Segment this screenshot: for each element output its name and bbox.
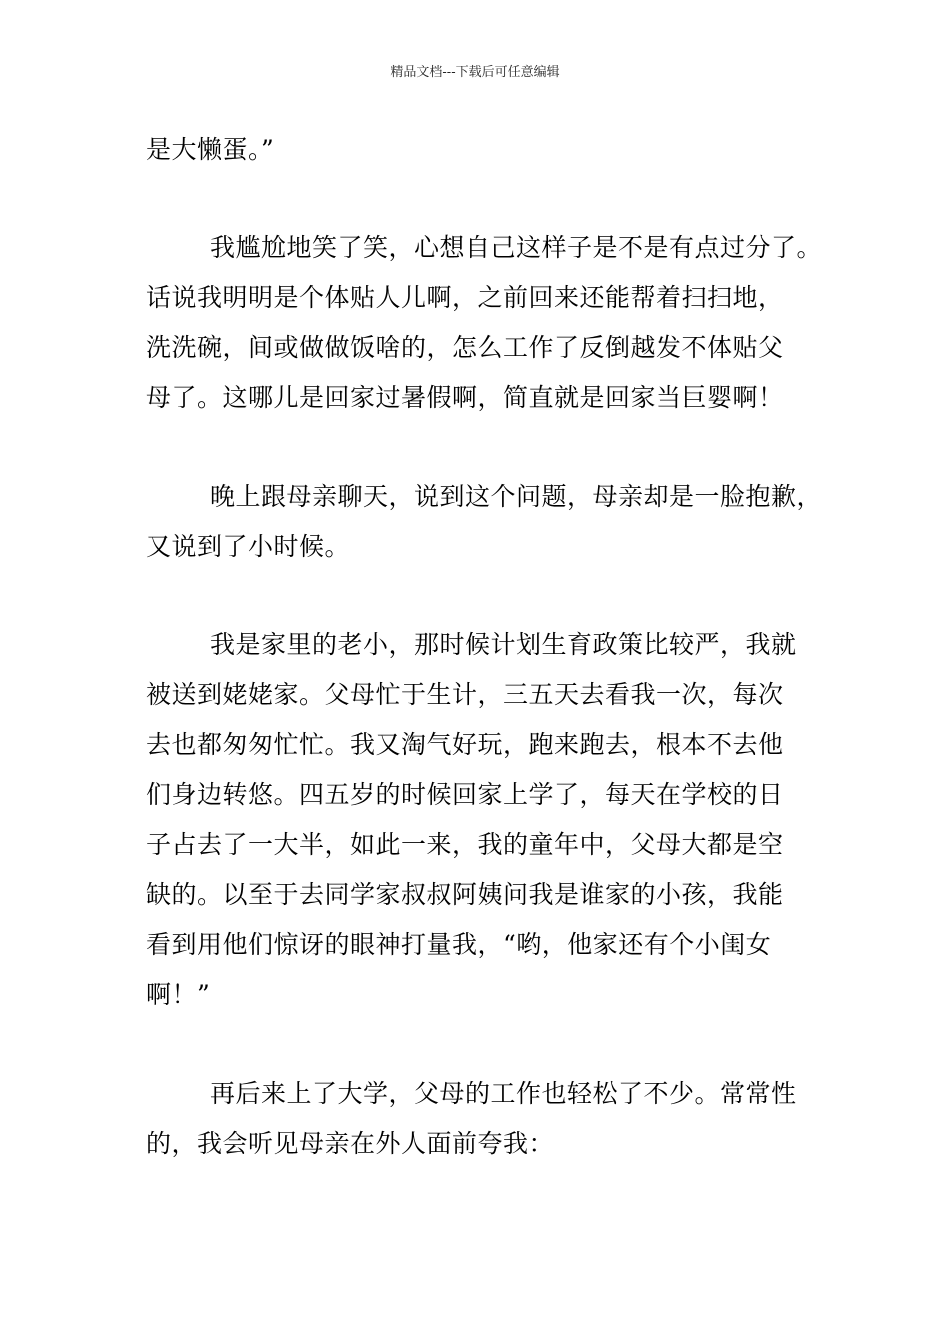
text-line: 们身边转悠。四五岁的时候回家上学了，每天在学校的日 xyxy=(146,780,784,809)
text-line: 我是家里的老小，那时候计划生育政策比较严，我就 xyxy=(210,630,797,659)
text-line: 话说我明明是个体贴人儿啊，之前回来还能帮着扫扫地， xyxy=(146,283,784,312)
text-line: 被送到姥姥家。父母忙于生计，三五天去看我一次，每次 xyxy=(146,680,784,709)
text-line: 的，我会听见母亲在外人面前夸我： xyxy=(146,1129,555,1158)
text-line: 子占去了一大半，如此一来，我的童年中，父母大都是空 xyxy=(146,830,784,859)
text-line: 又说到了小时候。 xyxy=(146,532,351,561)
text-line: 是大懒蛋。” xyxy=(146,135,275,164)
text-line: 再后来上了大学，父母的工作也轻松了不少。常常性 xyxy=(210,1079,797,1108)
text-line: 看到用他们惊讶的眼神打量我，“哟，他家还有个小闺女 xyxy=(146,930,772,959)
text-line: 洗洗碗，间或做做饭啥的，怎么工作了反倒越发不体贴父 xyxy=(146,333,784,362)
text-line: 缺的。以至于去同学家叔叔阿姨问我是谁家的小孩，我能 xyxy=(146,880,784,909)
text-line: 啊！” xyxy=(146,980,211,1009)
text-line: 晚上跟母亲聊天，说到这个问题，母亲却是一脸抱歉， xyxy=(210,482,823,511)
text-line: 我尴尬地笑了笑，心想自己这样子是不是有点过分了。 xyxy=(210,233,823,262)
text-line: 去也都匆匆忙忙。我又淘气好玩，跑来跑去，根本不去他 xyxy=(146,730,784,759)
page-header: 精品文档---下载后可任意编辑 xyxy=(390,65,560,80)
text-line: 母了。这哪儿是回家过暑假啊，简直就是回家当巨婴啊！ xyxy=(146,383,784,412)
